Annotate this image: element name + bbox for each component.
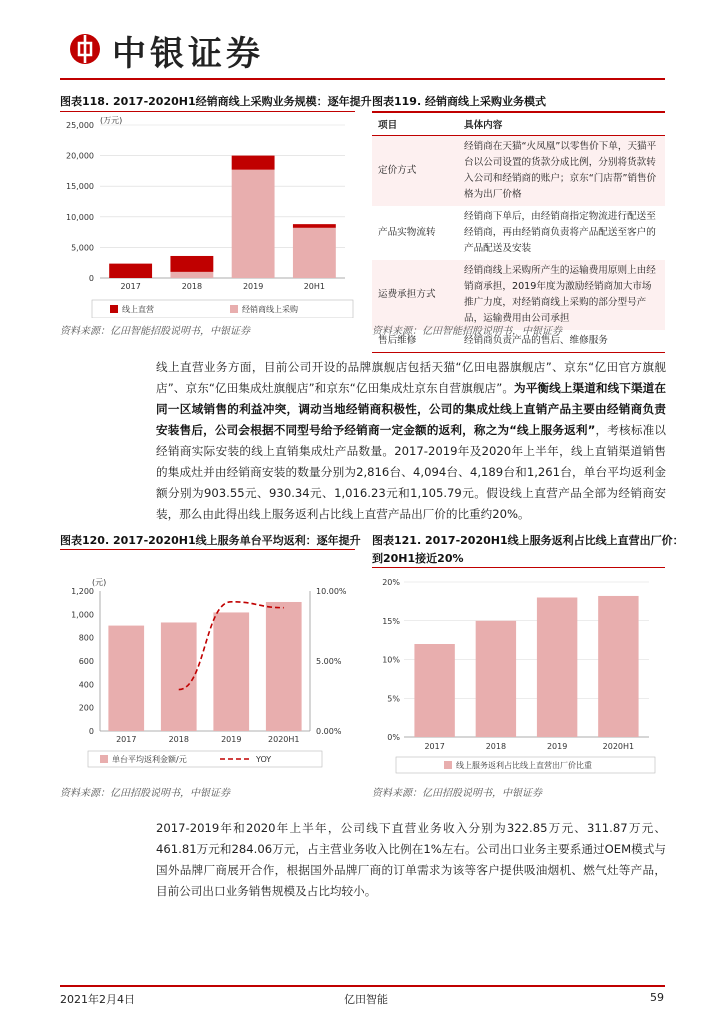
footer-rule [60, 985, 665, 987]
table-row [372, 136, 665, 207]
fig120-y-left-tick-label: 600 [78, 657, 94, 666]
table-row [372, 206, 665, 260]
fig118-x-tick-label: 2019 [242, 282, 264, 291]
table-cell-content: 经销商负责产品的售后、维修服务 [458, 330, 665, 353]
body-paragraph-1 [156, 357, 666, 525]
fig121-title-rule [372, 567, 665, 568]
fig119-table-wrap [372, 111, 665, 353]
fig118-bar-segment [232, 170, 275, 278]
fig118-bar-segment [232, 156, 275, 170]
fig118-y-tick-label: 25,000 [66, 121, 94, 130]
fig121-source: 资料来源：亿田招股说明书，中银证券 [372, 788, 542, 799]
fig118-y-tick-label: 20,000 [66, 151, 94, 161]
table-cell-content: 经销商下单后，由经销商指定物流进行配送至经销商，再由经销商负责将产品配送至客户的产品配送及安装 [464, 211, 656, 254]
fig120-source: 资料来源：亿田招股说明书，中银证券 [60, 788, 230, 799]
fig120-y-left-tick-label: 400 [78, 680, 94, 690]
fig121-bar [414, 644, 454, 737]
table-cell-item: 产品实物流转 [378, 227, 436, 238]
fig121-legend-swatch [444, 761, 452, 769]
fig120-x-tick-label: 2018 [168, 735, 189, 744]
fig118-unit-label: (万元) [100, 116, 123, 125]
fig121-y-tick-label: 0% [387, 733, 400, 742]
fig121-x-tick-label: 2019 [546, 742, 568, 751]
fig120-x-tick-label: 2019 [221, 735, 242, 744]
fig118-legend-swatch [110, 305, 118, 313]
fig118-x-tick-label: 20H1 [303, 282, 326, 291]
fig121-title-line1: 图表121. 2017-2020H1线上服务返利占比线上直营出厂价： [372, 534, 684, 547]
fig121-x-tick-label: 2018 [485, 742, 507, 751]
paragraph-1-bold: 为平衡线上渠道和线下渠道在同一区域销售的利益冲突，调动当地经销商积极性，公司的集成灶线上直销产品主要由经销商负责安装售后，公司会根据不同型号给予经销商一定金额的返利，称之为“线上服务返利” [156, 381, 666, 437]
paragraph-1-part-b: ，考核标准以经销商实际安装的线上直销集成灶产品数量。2017-2019年及2020年上半年，线上直销渠道销售的集成灶并由经销商安装的数量分别为2,816台、4,094台、4,189台和1,261台，单台平均返利金额分别为903.55元、930.34元、1,016.23元和1,105.79元。假设线上直营产品全部为经销商安装，那么由此得出线上服务返利占比线上直营产品出厂价的比重约20%。 [156, 423, 666, 521]
table-cell-content: 经销商线上采购所产生的运输费用原则上由经销商承担，2019年度为激励经销商加大市场推广力度，对经销商线上采购的部分型号产品，运输费用由公司承担 [458, 260, 665, 330]
fig120-y-right-tick-label: 5.00% [316, 657, 342, 666]
fig118-x-tick-label: 2017 [120, 282, 141, 291]
table-cell-item: 运费承担方式 [372, 260, 458, 330]
fig121-bar [476, 621, 516, 737]
table-row [372, 260, 665, 330]
fig121-chart [372, 572, 665, 777]
fig119-table [372, 111, 665, 353]
fig118-bar-segment [109, 264, 152, 278]
table-header-item: 项目 [372, 112, 458, 136]
fig120-y-right-tick-label: 10.00% [316, 587, 347, 596]
fig118-title: 图表118. 2017-2020H1经销商线上采购业务规模：逐年提升 [60, 95, 372, 108]
fig118-x-tick-label: 2018 [181, 282, 203, 291]
fig121-x-tick-label: 2020H1 [602, 742, 635, 751]
fig120-x-tick-label: 2017 [116, 735, 137, 744]
fig121-y-tick-label: 5% [387, 694, 400, 704]
table-header-content: 具体内容 [458, 112, 665, 136]
fig118-legend-label: 线上直营 [122, 305, 154, 314]
fig121-x-tick-label: 2017 [424, 742, 445, 751]
fig118-bar-segment [293, 224, 336, 228]
fig120-y-left-tick-label: 0 [88, 727, 94, 736]
table-cell-content: 经销商在天猫“火凤凰”以零售价下单，天猫平台以公司设置的货款分成比例，分别将货款转入公司和经销商的账户；京东“门店帮”销售价格为出厂价格 [458, 136, 665, 207]
fig120-bar [108, 626, 144, 731]
fig118-bar-segment [170, 272, 213, 278]
fig121-title-line2: 到20H1接近20% [372, 552, 464, 565]
fig118-y-tick-label: 15,000 [66, 182, 94, 192]
fig118-legend-swatch [230, 305, 238, 313]
bank-of-china-logo-icon [70, 34, 100, 64]
paragraph-1-part-a: 线上直营业务方面，目前公司开设的品牌旗舰店包括天猫“亿田电器旗舰店”、京东“亿田官方旗舰店”、京东“亿田集成灶旗舰店”和京东“亿田集成灶京东自营旗舰店”。 [156, 360, 666, 395]
fig120-legend-swatch-bar [100, 755, 108, 763]
body-paragraph-2: 2017-2019年和2020年上半年，公司线下直营业务收入分别为322.85万元、311.87万元、461.81万元和284.06万元，占主营业务收入比例在1%左右。公司出口业务主要系通过OEM模式与国外品牌厂商展开合作，根据国外品牌厂商的订单需求为该等客户提供吸油烟机、燃气灶等产品，目前公司出口业务销售规模及占比均较小。 [156, 821, 666, 898]
fig121-legend-label: 线上服务返利占比线上直营出厂价比重 [456, 761, 592, 770]
fig120-title: 图表120. 2017-2020H1线上服务单台平均返利：逐年提升 [60, 534, 361, 547]
fig120-y-left-tick-label: 1,200 [71, 587, 94, 596]
fig119-source: 资料来源：亿田智能招股说明书，中银证券 [372, 326, 562, 337]
fig120-bar [161, 622, 197, 731]
footer-page-number: 59 [650, 991, 664, 1004]
fig120-y-left-tick-label: 1,000 [71, 610, 94, 620]
footer-date: 2021年2月4日 [60, 993, 135, 1006]
fig118-y-tick-label: 5,000 [71, 243, 94, 253]
fig120-y-left-tick-label: 800 [78, 633, 94, 643]
fig120-chart [60, 565, 355, 775]
fig121-y-tick-label: 10% [382, 655, 400, 665]
fig118-chart [60, 113, 355, 318]
fig121-bar [537, 598, 577, 738]
fig120-x-tick-label: 2020H1 [268, 735, 300, 744]
fig119-title: 图表119. 经销商线上采购业务模式 [372, 95, 546, 108]
fig118-bar-segment [293, 228, 336, 278]
fig120-bar [266, 602, 302, 731]
header-logo-text: 中银证券 [112, 34, 264, 74]
fig120-y-left-tick-label: 200 [78, 703, 94, 713]
fig120-bar [213, 612, 249, 731]
fig120-legend-label-bar: 单台平均返利金额/元 [112, 755, 187, 764]
table-cell-item: 定价方式 [372, 136, 458, 207]
fig120-y-right-tick-label: 0.00% [316, 727, 342, 736]
fig118-bar-segment [170, 256, 213, 272]
fig120-legend-label-line: YOY [256, 755, 272, 764]
fig120-unit-label: (元) [92, 578, 107, 587]
fig118-title-rule [60, 111, 355, 112]
fig118-legend-label: 经销商线上采购 [242, 305, 298, 314]
header-rule [60, 78, 665, 80]
fig118-source: 资料来源：亿田智能招股说明书，中银证券 [60, 326, 250, 337]
table-cell-item: 售后维修 [372, 330, 458, 353]
footer-company: 亿田智能 [344, 993, 388, 1006]
fig121-y-tick-label: 15% [382, 616, 400, 626]
fig121-bar [598, 596, 638, 737]
fig121-y-tick-label: 20% [382, 578, 400, 587]
fig120-title-rule [60, 549, 355, 550]
fig118-y-tick-label: 0 [88, 274, 94, 283]
fig118-y-tick-label: 10,000 [66, 212, 94, 222]
